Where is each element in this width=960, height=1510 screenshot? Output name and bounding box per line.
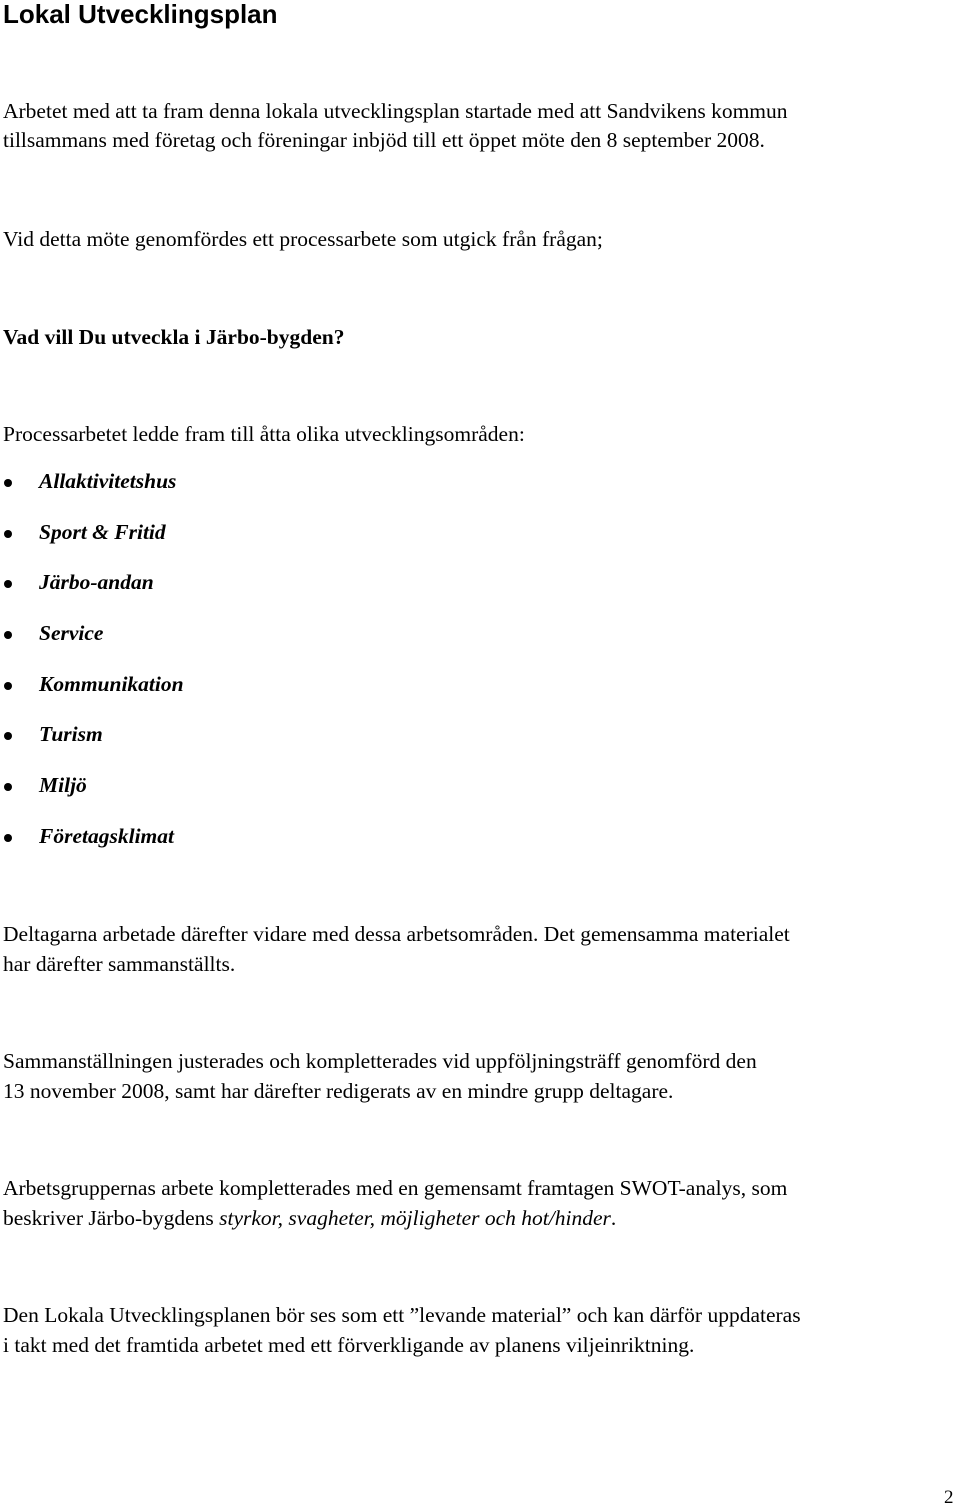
intro-line-2: tillsammans med företag och föreningar inbjöd till ett öppet möte den 8 september 2008. <box>3 128 765 152</box>
intro-line-1: Arbetet med att ta fram denna lokala utvecklingsplan startade med att Sandvikens kommun <box>3 99 788 123</box>
bullet-icon <box>4 479 12 487</box>
area-label: Järbo-andan <box>39 570 154 595</box>
areas-intro: Processarbetet ledde fram till åtta olika utvecklingsområden: <box>3 422 525 446</box>
bullet-icon <box>4 732 12 740</box>
participants-line-2: har därefter sammanställts. <box>3 952 236 976</box>
compilation-line-2: 13 november 2008, samt har därefter redigerats av en mindre grupp deltagare. <box>3 1079 674 1103</box>
bullet-icon <box>4 530 12 538</box>
swot-categories: styrkor, svagheter, möjligheter och hot/hinder <box>219 1206 611 1230</box>
process-paragraph: Vid detta möte genomfördes ett processarbete som utgick från frågan; <box>3 227 603 251</box>
bullet-icon <box>4 834 12 842</box>
bullet-icon <box>4 631 12 639</box>
area-label: Allaktivitetshus <box>39 469 177 493</box>
bullet-icon <box>4 580 12 588</box>
area-label: Service <box>39 621 104 646</box>
conclusion-line-2: i takt med det framtida arbetet med ett förverkligande av planens viljeinriktning. <box>3 1333 695 1357</box>
conclusion-line-1: Den Lokala Utvecklingsplanen bör ses som ett ”levande material” och kan därför uppdateras <box>3 1303 801 1327</box>
participants-line-1: Deltagarna arbetade därefter vidare med dessa arbetsområden. Det gemensamma materialet <box>3 922 790 946</box>
area-label: Turism <box>39 722 103 747</box>
bullet-icon <box>4 783 12 791</box>
area-label: Företagsklimat <box>39 823 174 848</box>
compilation-line-1: Sammanställningen justerades och kompletterades vid uppföljningsträff genomförd den <box>3 1049 757 1073</box>
page-number: 2 <box>944 1487 954 1508</box>
area-label: Kommunikation <box>39 671 184 696</box>
swot-line-2-prefix: beskriver Järbo-bygdens <box>3 1206 220 1230</box>
guiding-question: Vad vill Du utveckla i Järbo-bygden? <box>3 325 345 349</box>
swot-line-2 <box>3 1204 616 1233</box>
swot-line-2-suffix: . <box>610 1206 617 1230</box>
swot-line-1: Arbetsgruppernas arbete kompletterades med en gemensamt framtagen SWOT-analys, som <box>3 1176 788 1200</box>
document-title: Lokal Utvecklingsplan <box>3 0 278 29</box>
area-label: Sport & Fritid <box>39 519 166 544</box>
bullet-icon <box>4 682 12 690</box>
area-label: Miljö <box>39 773 87 798</box>
